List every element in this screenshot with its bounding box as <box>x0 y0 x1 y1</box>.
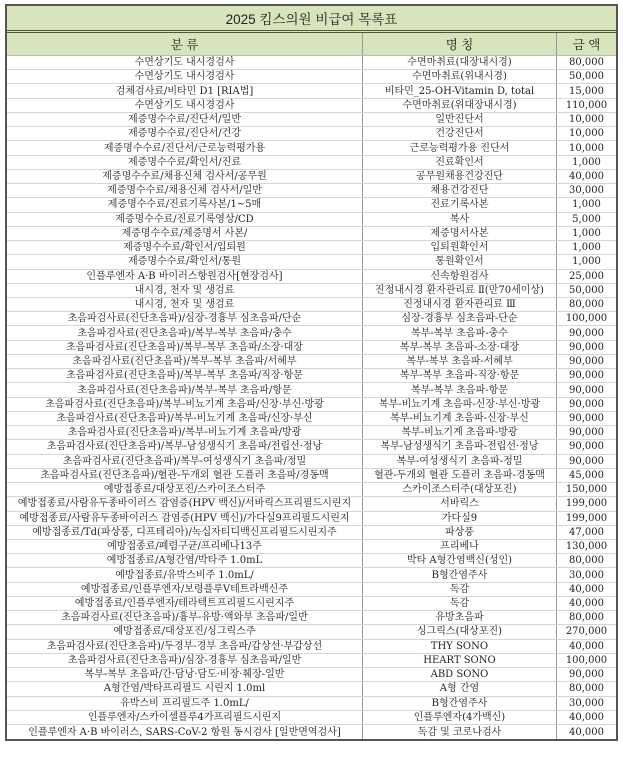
cell-price: 90,000 <box>569 427 604 439</box>
cell-category: 초음파검사료(진단초음파)/복부-비뇨기계 초음파/신장·부신 <box>7 412 363 425</box>
cell-category: 제증명수수료/확인서/진료 <box>7 156 363 169</box>
cell-price: 40,000 <box>569 726 604 738</box>
cell-price: 199,000 <box>565 498 608 510</box>
table-row <box>7 440 616 454</box>
cell-name: 건강진단서 <box>363 127 557 140</box>
cell-category: A형간염/박타프리필드 시린지 1.0ml <box>7 682 363 695</box>
table-row <box>7 227 616 241</box>
cell-price: 40,000 <box>569 640 604 652</box>
price-list-table <box>5 4 618 741</box>
cell-price: 270,000 <box>565 626 608 638</box>
cell-price: 110,000 <box>565 99 608 111</box>
cell-category: 유박스비 프리필드주 1.0mL/ <box>7 697 363 710</box>
cell-name: B형간염주사 <box>363 568 557 581</box>
cell-category: 초음파검사료(진단초음파)/흉부-유방·액와부 초음파/일반 <box>7 611 363 624</box>
table-row <box>7 711 616 725</box>
cell-price: 90,000 <box>569 327 604 339</box>
cell-name: 복부-남성생식기 초음파-전립선·정낭 <box>363 440 557 453</box>
cell-price: 1,000 <box>572 242 601 254</box>
cell-category: 초음파검사료(진단초음파)/복부-비뇨기계 초음파/방광 <box>7 426 363 439</box>
cell-name: 파상풍 <box>363 526 557 539</box>
cell-price: 50,000 <box>569 71 604 83</box>
cell-name: 진정내시경 환자관리료 Ⅱ(만70세이상) <box>363 284 557 297</box>
cell-name: 독감 <box>363 597 557 610</box>
cell-price: 40,000 <box>569 598 604 610</box>
cell-price: 50,000 <box>569 284 604 296</box>
cell-category: 예방접종료/사람유두종바이러스 감염증(HPV 백신)/가다실9프리필드시린지 <box>7 512 363 525</box>
table-row <box>7 127 616 141</box>
cell-price: 10,000 <box>569 142 604 154</box>
table-row <box>7 298 616 312</box>
cell-price: 90,000 <box>569 356 604 368</box>
cell-price: 40,000 <box>569 711 604 723</box>
cell-category: 초음파검사료(진단초음파)/복부-남성생식기 초음파/전립선·정낭 <box>7 440 363 453</box>
table-row <box>7 270 616 284</box>
cell-name: 프리베나 <box>363 540 557 553</box>
table-row <box>7 70 616 84</box>
cell-category: 초음파검사료(진단초음파)/복부-복부 초음파/직장·항문 <box>7 369 363 382</box>
cell-category: 제증명수수료/제증명서 사본/ <box>7 227 363 240</box>
cell-category: 인플루엔자 A·B 바이러스항원검사[현장검사] <box>7 270 363 283</box>
table-row <box>7 99 616 113</box>
cell-name: 복부-복부 초음파-충수 <box>363 326 557 339</box>
cell-name: ABD SONO <box>363 668 557 681</box>
table-row <box>7 469 616 483</box>
cell-price: 130,000 <box>565 541 608 553</box>
cell-price: 90,000 <box>569 341 604 353</box>
cell-name: 수면마취료(위대장내시경) <box>363 99 557 112</box>
cell-price: 25,000 <box>569 270 604 282</box>
cell-name: 수면마취료(대장내시경) <box>363 56 557 69</box>
table-row <box>7 184 616 198</box>
table-row <box>7 383 616 397</box>
cell-name: 유방초음파 <box>363 611 557 624</box>
cell-category: 초음파검사료(진단초음파)/복부-여성생식기 초음파/정밀 <box>7 455 363 468</box>
cell-category: 수면상기도 내시경검사 <box>7 70 363 83</box>
table-body <box>7 56 616 739</box>
cell-price: 90,000 <box>569 669 604 681</box>
table-row <box>7 611 616 625</box>
table-row <box>7 255 616 269</box>
table-row <box>7 56 616 70</box>
table-row <box>7 84 616 98</box>
cell-price: 10,000 <box>569 128 604 140</box>
cell-price: 1,000 <box>572 256 601 268</box>
cell-name: 공무원채용건강진단 <box>363 170 557 183</box>
header-price: 금 액 <box>572 38 601 52</box>
cell-category: 내시경, 천자 및 생검료 <box>7 298 363 311</box>
cell-name: 제증명서사본 <box>363 227 557 240</box>
cell-name: 진료확인서 <box>363 156 557 169</box>
cell-price: 150,000 <box>565 484 608 496</box>
table-row <box>7 170 616 184</box>
cell-price: 100,000 <box>565 313 608 325</box>
table-row <box>7 668 616 682</box>
cell-name: 심장-경흉부 심초음파-단순 <box>363 312 557 325</box>
cell-category: 초음파검사료(진단초음파)/복부-복부 초음파/항문 <box>7 383 363 396</box>
cell-category: 초음파검사료(진단초음파)/두경부-경부 초음파/갑상선·부갑상선 <box>7 640 363 653</box>
cell-category: 인플루엔자/스카이셀플루4가프리필드시린지 <box>7 711 363 724</box>
table-row <box>7 156 616 170</box>
cell-name: 복부-비뇨기계 초음파-신장·부신 <box>363 412 557 425</box>
table-header <box>7 33 616 56</box>
table-row <box>7 483 616 497</box>
table-row <box>7 697 616 711</box>
table-row <box>7 625 616 639</box>
cell-name: 일반진단서 <box>363 113 557 126</box>
cell-name: 입퇴원확인서 <box>363 241 557 254</box>
cell-name: 서바릭스 <box>363 497 557 510</box>
table-row <box>7 412 616 426</box>
cell-price: 100,000 <box>565 654 608 666</box>
cell-category: 초음파검사료(진단초음파)/심장-경흉부 심초음파/일반 <box>7 654 363 667</box>
table-row <box>7 113 616 127</box>
table-row <box>7 341 616 355</box>
cell-category: 예방접종료/인플루엔자/테라텍트프리필드시린지주 <box>7 597 363 610</box>
cell-price: 90,000 <box>569 412 604 424</box>
cell-category: 예방접종료/Td(파상풍, 디프테리아)/녹십자티디백신프리필드시린지주 <box>7 526 363 539</box>
cell-price: 90,000 <box>569 370 604 382</box>
cell-name: 독감 및 코로나검사 <box>363 725 557 739</box>
cell-price: 90,000 <box>569 384 604 396</box>
cell-price: 45,000 <box>569 469 604 481</box>
cell-category: 초음파검사료(진단초음파)/심장-경흉부 심초음파/단순 <box>7 312 363 325</box>
cell-price: 199,000 <box>565 512 608 524</box>
cell-price: 1,000 <box>572 156 601 168</box>
cell-category: 제증명수수료/진단서/일반 <box>7 113 363 126</box>
cell-price: 90,000 <box>569 455 604 467</box>
cell-category: 제증명수수료/진단서/근로능력평가용 <box>7 141 363 154</box>
cell-category: 제증명수수료/확인서/통원 <box>7 255 363 268</box>
cell-price: 47,000 <box>569 526 604 538</box>
cell-category: 제증명수수료/진료기록영상/CD <box>7 213 363 226</box>
cell-category: 초음파검사료(진단초음파)/혈관-두개외 혈관 도플러 초음파/경동맥 <box>7 469 363 482</box>
table-row <box>7 526 616 540</box>
cell-name: 수면마취료(위내시경) <box>363 70 557 83</box>
cell-category: 수면상기도 내시경검사 <box>7 99 363 112</box>
cell-name: 신속항원검사 <box>363 270 557 283</box>
cell-name: 복부-복부 초음파-서혜부 <box>363 355 557 368</box>
cell-price: 1,000 <box>572 227 601 239</box>
table-row <box>7 241 616 255</box>
cell-category: 제증명수수료/확인서/입퇴원 <box>7 241 363 254</box>
cell-category: 제증명수수료/진료기록사본/1~5매 <box>7 198 363 211</box>
cell-name: 박타 A형간염백신(성인) <box>363 554 557 567</box>
cell-price: 90,000 <box>569 398 604 410</box>
header-category: 분 류 <box>7 33 363 55</box>
cell-price: 5,000 <box>572 213 601 225</box>
cell-price: 30,000 <box>569 569 604 581</box>
cell-price: 40,000 <box>569 583 604 595</box>
table-row <box>7 455 616 469</box>
cell-name: 가다실9 <box>363 512 557 525</box>
cell-category: 예방접종료/유박스비주 1.0mL/ <box>7 568 363 581</box>
table-row <box>7 141 616 155</box>
cell-name: 복부-비뇨기계 초음파-신장·부신·방광 <box>363 398 557 411</box>
table-row <box>7 312 616 326</box>
cell-category: 제증명수수료/진단서/건강 <box>7 127 363 140</box>
cell-price: 10,000 <box>569 114 604 126</box>
cell-name: 진료기록사본 <box>363 198 557 211</box>
table-row <box>7 654 616 668</box>
table-row <box>7 213 616 227</box>
cell-price: 30,000 <box>569 697 604 709</box>
cell-price: 30,000 <box>569 185 604 197</box>
cell-name: 복부-복부 초음파-직장·항문 <box>363 369 557 382</box>
table-row <box>7 725 616 739</box>
cell-name: A형 간염 <box>363 682 557 695</box>
cell-category: 예방접종료/폐렴구균/프리베나13주 <box>7 540 363 553</box>
cell-name: 복부-여성생식기 초음파-정밀 <box>363 455 557 468</box>
cell-price: 1,000 <box>572 199 601 211</box>
table-row <box>7 398 616 412</box>
cell-price: 15,000 <box>569 85 604 97</box>
cell-category: 초음파검사료(진단초음파)/복부-복부 초음파/소장·대장 <box>7 341 363 354</box>
cell-name: B형간염주사 <box>363 697 557 710</box>
cell-name: 복부-복부 초음파-항문 <box>363 383 557 396</box>
cell-name: 인플루엔자(4가백신) <box>363 711 557 724</box>
cell-category: 복부-복부 초음파/간·담낭·담도·비장·췌장-일반 <box>7 668 363 681</box>
cell-name: 독감 <box>363 583 557 596</box>
cell-category: 예방접종료/사람유두종바이러스 감염증(HPV 백신)/서바릭스프리필드시린지 <box>7 497 363 510</box>
table-row <box>7 512 616 526</box>
table-row <box>7 540 616 554</box>
cell-category: 초음파검사료(진단초음파)/복부-복부 초음파/충수 <box>7 326 363 339</box>
cell-price: 90,000 <box>569 441 604 453</box>
cell-name: THY SONO <box>363 640 557 653</box>
cell-category: 제증명수수료/채용신체 검사서/공무원 <box>7 170 363 183</box>
cell-category: 검체검사료/비타민 D1 [RIA법] <box>7 84 363 97</box>
cell-price: 40,000 <box>569 170 604 182</box>
cell-name: 복부-복부 초음파-소장·대장 <box>363 341 557 354</box>
table-row <box>7 198 616 212</box>
cell-name: 진정내시경 환자관리료 Ⅲ <box>363 298 557 311</box>
cell-category: 수면상기도 내시경검사 <box>7 56 363 69</box>
cell-category: 인플루엔자 A·B 바이러스, SARS-CoV-2 항원 동시검사 [일반면역검사] <box>7 725 363 739</box>
cell-category: 내시경, 천자 및 생검료 <box>7 284 363 297</box>
cell-name: 복부-비뇨기계 초음파-방광 <box>363 426 557 439</box>
cell-name: 비타민_25-OH-Vitamin D, total <box>363 84 557 97</box>
cell-price: 80,000 <box>569 555 604 567</box>
cell-category: 예방접종료/인플루엔자/보령플루V테트라백신주 <box>7 583 363 596</box>
cell-name: 싱그릭스(대상포진) <box>363 625 557 638</box>
table-row <box>7 568 616 582</box>
table-row <box>7 554 616 568</box>
cell-category: 예방접종료/대상포진/싱그릭스주 <box>7 625 363 638</box>
table-title: 2025 킴스의원 비급여 목록표 <box>7 6 616 33</box>
table-row <box>7 326 616 340</box>
cell-category: 초음파검사료(진단초음파)/복부-비뇨기계 초음파/신장·부신·방광 <box>7 398 363 411</box>
cell-category: 예방접종료/대상포진/스카이조스터주 <box>7 483 363 496</box>
cell-name: 복사 <box>363 213 557 226</box>
cell-category: 제증명수수료/채용신체 검사서/일반 <box>7 184 363 197</box>
cell-name: 통원확인서 <box>363 255 557 268</box>
cell-name: 혈관-두개외 혈관 도플러 초음파-경동맥 <box>363 469 557 482</box>
table-row <box>7 682 616 696</box>
table-row <box>7 284 616 298</box>
cell-name: HEART SONO <box>363 654 557 667</box>
table-row <box>7 583 616 597</box>
cell-name: 스카이조스터주(대상포진) <box>363 483 557 496</box>
cell-price: 80,000 <box>569 612 604 624</box>
header-name: 명 칭 <box>363 33 557 55</box>
table-row <box>7 369 616 383</box>
table-row <box>7 640 616 654</box>
table-row <box>7 497 616 511</box>
cell-category: 초음파검사료(진단초음파)/복부-복부 초음파/서혜부 <box>7 355 363 368</box>
cell-name: 채용건강진단 <box>363 184 557 197</box>
cell-price: 80,000 <box>569 57 604 69</box>
cell-price: 80,000 <box>569 683 604 695</box>
cell-name: 근로능력평가용 진단서 <box>363 141 557 154</box>
table-row <box>7 355 616 369</box>
table-row <box>7 597 616 611</box>
cell-category: 예방접종료/A형간염/박타주 1.0mL <box>7 554 363 567</box>
table-row <box>7 426 616 440</box>
cell-price: 80,000 <box>569 299 604 311</box>
